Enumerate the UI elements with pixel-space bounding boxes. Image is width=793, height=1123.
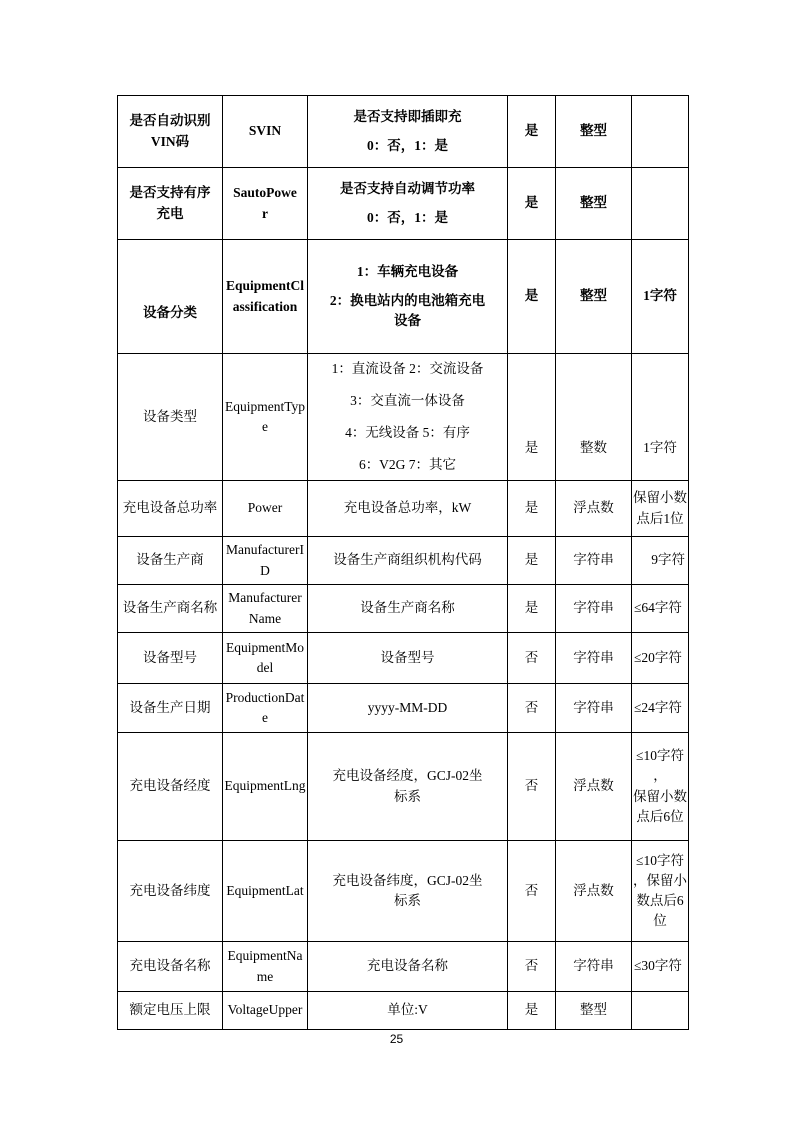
cell-name: 充电设备经度: [118, 733, 223, 841]
cell-desc: 充电设备纬度，GCJ-02坐 标系: [308, 841, 508, 942]
cell-name: 设备生产商名称: [118, 585, 223, 633]
cell-type: 字符串: [556, 684, 632, 733]
cell-field: Manufacturer Name: [223, 585, 308, 633]
cell-length: [632, 992, 689, 1030]
cell-name: 是否支持有序 充电: [118, 168, 223, 240]
table-row: [118, 481, 689, 537]
table-row: [118, 354, 689, 481]
cell-name: 设备型号: [118, 633, 223, 684]
cell-desc: yyyy-MM-DD: [308, 684, 508, 733]
cell-length: ≤10字符 ， 保留小数 点后6位: [632, 733, 689, 841]
cell-field: EquipmentNa me: [223, 942, 308, 992]
cell-desc: 充电设备经度，GCJ-02坐 标系: [308, 733, 508, 841]
cell-field: SautoPowe r: [223, 168, 308, 240]
cell-type: 字符串: [556, 537, 632, 585]
cell-required: 否: [508, 684, 556, 733]
cell-required: 是: [508, 168, 556, 240]
cell-type: 字符串: [556, 585, 632, 633]
cell-length: [632, 168, 689, 240]
cell-desc: 设备生产商名称: [308, 585, 508, 633]
cell-required: 否: [508, 733, 556, 841]
cell-length: ≤10字符 ，保留小 数点后6 位: [632, 841, 689, 942]
cell-name: 充电设备总功率: [118, 481, 223, 537]
cell-name: 充电设备纬度: [118, 841, 223, 942]
cell-desc: 1：直流设备 2：交流设备 3：交直流一体设备 4：无线设备 5：有序 6：V2G 7：其它: [308, 354, 508, 481]
cell-field: Power: [223, 481, 308, 537]
cell-length: ≤24字符: [632, 684, 689, 733]
cell-desc: 充电设备总功率，kW: [308, 481, 508, 537]
cell-desc: 设备型号: [308, 633, 508, 684]
table-row: [118, 240, 689, 354]
cell-required: 否: [508, 841, 556, 942]
cell-name: 充电设备名称: [118, 942, 223, 992]
cell-required: 是: [508, 992, 556, 1030]
table-row: [118, 537, 689, 585]
cell-type: 字符串: [556, 633, 632, 684]
table-row: [118, 96, 689, 168]
field-spec-table: [117, 95, 689, 1030]
cell-required: 是: [508, 585, 556, 633]
table-row: [118, 733, 689, 841]
cell-desc: 充电设备名称: [308, 942, 508, 992]
cell-name: 设备生产日期: [118, 684, 223, 733]
table-row: [118, 992, 689, 1030]
cell-field: EquipmentTyp e: [223, 354, 308, 481]
cell-type: 整数: [556, 354, 632, 481]
cell-desc: 设备生产商组织机构代码: [308, 537, 508, 585]
table-row: [118, 585, 689, 633]
cell-length: 1字符: [632, 240, 689, 354]
cell-type: 字符串: [556, 942, 632, 992]
cell-required: 是: [508, 240, 556, 354]
cell-field: EquipmentMo del: [223, 633, 308, 684]
cell-type: 浮点数: [556, 481, 632, 537]
cell-desc: 单位:V: [308, 992, 508, 1030]
cell-field: EquipmentLng: [223, 733, 308, 841]
cell-name: 设备生产商: [118, 537, 223, 585]
cell-name: 是否自动识别 VIN码: [118, 96, 223, 168]
cell-type: 整型: [556, 240, 632, 354]
cell-required: 否: [508, 942, 556, 992]
cell-field: ManufacturerI D: [223, 537, 308, 585]
cell-name: 设备类型: [118, 354, 223, 481]
cell-length: 保留小数 点后1位: [632, 481, 689, 537]
table-row: [118, 633, 689, 684]
cell-type: 整型: [556, 168, 632, 240]
table-row: [118, 841, 689, 942]
page-number: 25: [389, 1032, 404, 1046]
cell-name: 设备分类: [118, 240, 223, 354]
cell-length: ≤64字符: [632, 585, 689, 633]
cell-type: 浮点数: [556, 733, 632, 841]
cell-field: EquipmentCl assification: [223, 240, 308, 354]
cell-name: 额定电压上限: [118, 992, 223, 1030]
cell-length: ≤30字符: [632, 942, 689, 992]
cell-type: 浮点数: [556, 841, 632, 942]
cell-required: 是: [508, 96, 556, 168]
table-row: [118, 684, 689, 733]
cell-required: 是: [508, 354, 556, 481]
table-row: [118, 942, 689, 992]
cell-field: ProductionDat e: [223, 684, 308, 733]
cell-field: SVIN: [223, 96, 308, 168]
cell-desc: 是否支持自动调节功率 0：否，1：是: [308, 168, 508, 240]
cell-desc: 1：车辆充电设备 2：换电站内的电池箱充电 设备: [308, 240, 508, 354]
cell-required: 是: [508, 481, 556, 537]
cell-type: 整型: [556, 96, 632, 168]
cell-field: EquipmentLat: [223, 841, 308, 942]
cell-required: 否: [508, 633, 556, 684]
table-row: [118, 168, 689, 240]
cell-length: [632, 96, 689, 168]
cell-length: 9字符: [632, 537, 689, 585]
cell-length: 1字符: [632, 354, 689, 481]
cell-desc: 是否支持即插即充 0：否，1：是: [308, 96, 508, 168]
cell-type: 整型: [556, 992, 632, 1030]
cell-field: VoltageUpper: [223, 992, 308, 1030]
cell-required: 是: [508, 537, 556, 585]
cell-length: ≤20字符: [632, 633, 689, 684]
